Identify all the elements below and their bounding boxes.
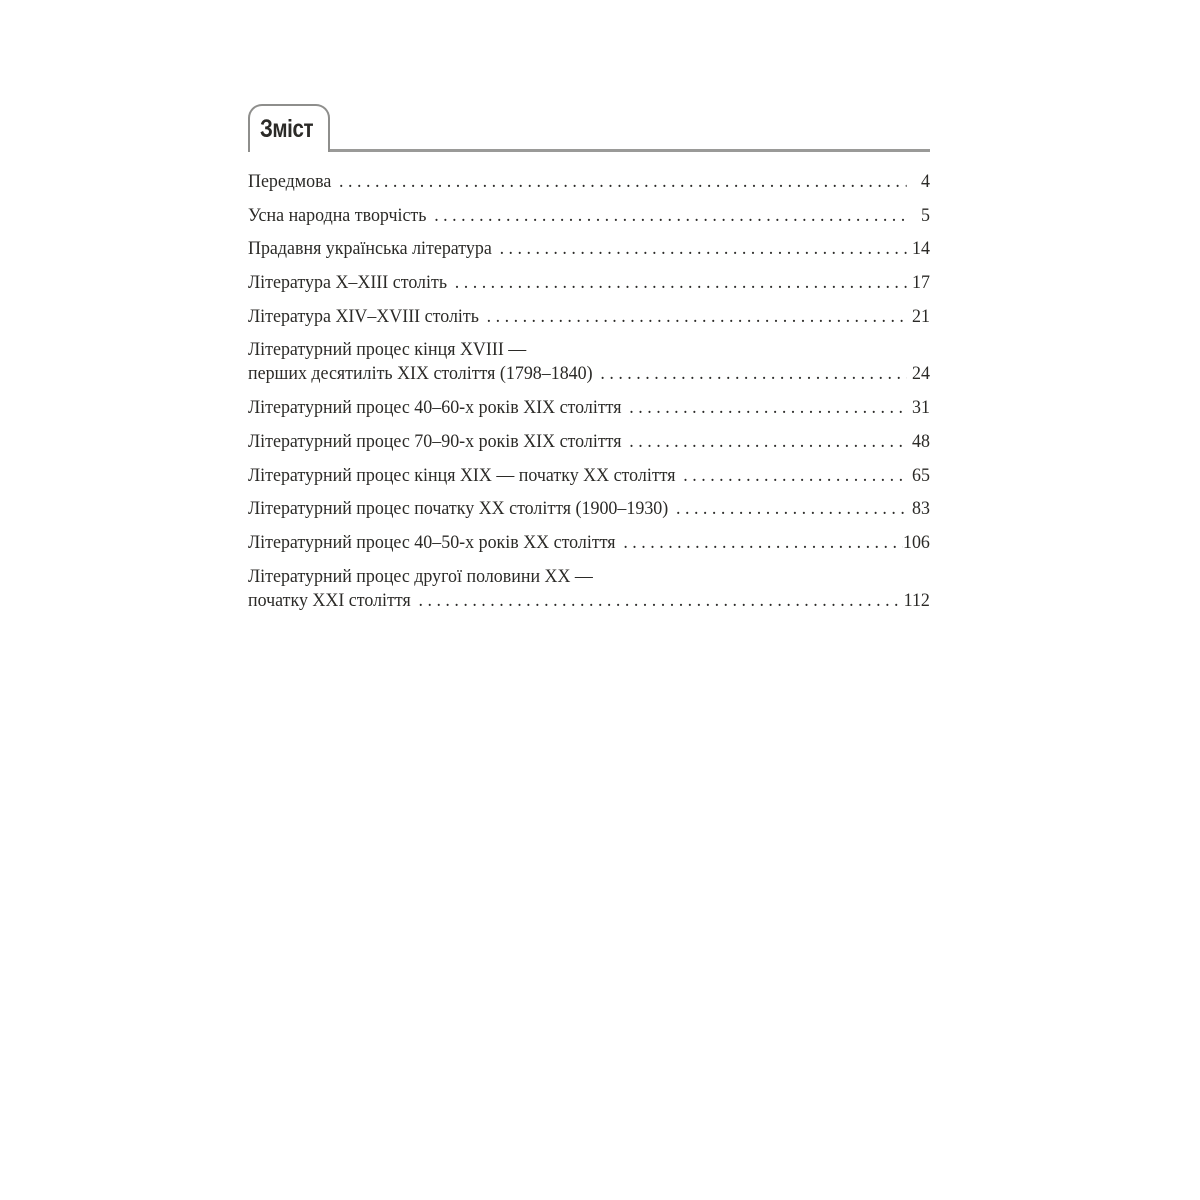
dot-leader	[616, 531, 903, 555]
dot-leader	[331, 170, 906, 194]
toc-entry-title: Література X–XIII століть	[248, 273, 448, 294]
toc-entry-line	[248, 497, 930, 521]
toc-entry-title: Літературний процес кінця XVIII —	[248, 340, 527, 361]
toc-page-number: 83	[911, 499, 930, 520]
toc-entry	[248, 271, 930, 295]
toc-entry	[248, 430, 930, 454]
toc-entry-line	[248, 305, 930, 329]
toc-entry-line	[248, 362, 930, 386]
toc-page-number: 21	[911, 306, 930, 327]
dot-leader	[411, 589, 904, 613]
toc-header	[248, 104, 930, 152]
toc-entry	[248, 497, 930, 521]
toc-page-number: 14	[911, 239, 930, 260]
toc-page-number: 24	[911, 364, 930, 385]
toc-entry-title: Література XIV–XVIII століть	[248, 306, 479, 327]
toc-page-number: 106	[902, 532, 930, 553]
toc-entry	[248, 565, 930, 613]
toc-entry	[248, 531, 930, 555]
toc-entry	[248, 396, 930, 420]
toc-page-number: 112	[903, 590, 930, 611]
dot-leader	[593, 362, 907, 386]
toc-entry-line	[248, 531, 930, 555]
toc-entry-title: Літературний процес кінця XIX — початку XX століття	[248, 465, 676, 486]
table-of-contents	[248, 170, 930, 613]
dot-leader	[479, 305, 907, 329]
toc-entry-title: Літературний процес другої половини XX —	[248, 566, 593, 587]
toc-entry-line	[248, 589, 930, 613]
toc-entry-line	[248, 237, 930, 261]
toc-page-number: 65	[911, 465, 930, 486]
heading-tab	[248, 104, 330, 152]
toc-entry-line	[248, 170, 930, 194]
toc-page-number: 17	[911, 273, 930, 294]
toc-entry-title: Літературний процес 40–60-х років XIX століття	[248, 398, 622, 419]
dot-leader	[676, 464, 907, 488]
toc-entry	[248, 237, 930, 261]
toc-entry-title: Літературний процес 70–90-х років XIX століття	[248, 431, 622, 452]
toc-page	[248, 104, 930, 622]
toc-entry-title: Літературний процес 40–50-х років XX століття	[248, 532, 616, 553]
toc-entry	[248, 305, 930, 329]
toc-entry-title: Літературний процес початку XX століття (1900–1930)	[248, 499, 669, 520]
dot-leader	[492, 237, 907, 261]
toc-entry	[248, 204, 930, 228]
toc-entry-line	[248, 464, 930, 488]
toc-entry-title: Передмова	[248, 172, 332, 192]
page-title: Зміст	[260, 114, 314, 143]
toc-entry	[248, 464, 930, 488]
toc-entry-title: Прадавня українська література	[248, 239, 492, 260]
toc-page-number: 4	[920, 172, 930, 192]
toc-entry	[248, 170, 930, 194]
toc-page-number: 31	[911, 398, 930, 419]
toc-entry-line	[248, 396, 930, 420]
dot-leader	[622, 430, 907, 454]
dot-leader	[668, 497, 906, 521]
toc-entry-line	[248, 204, 930, 228]
toc-page-number: 48	[911, 431, 930, 452]
dot-leader	[622, 396, 907, 420]
toc-entry-title: початку XXI століття	[248, 590, 411, 611]
toc-entry-line-continued	[248, 338, 930, 362]
heading-rule	[248, 149, 930, 152]
toc-entry-title: перших десятиліть XIX століття (1798–1840)	[248, 364, 593, 385]
toc-entry	[248, 338, 930, 386]
toc-entry-line	[248, 271, 930, 295]
dot-leader	[426, 204, 906, 228]
dot-leader	[447, 271, 907, 295]
toc-entry-title: Усна народна творчість	[248, 205, 427, 226]
toc-entry-line-continued	[248, 565, 930, 589]
toc-entry-line	[248, 430, 930, 454]
toc-page-number: 5	[920, 205, 930, 226]
